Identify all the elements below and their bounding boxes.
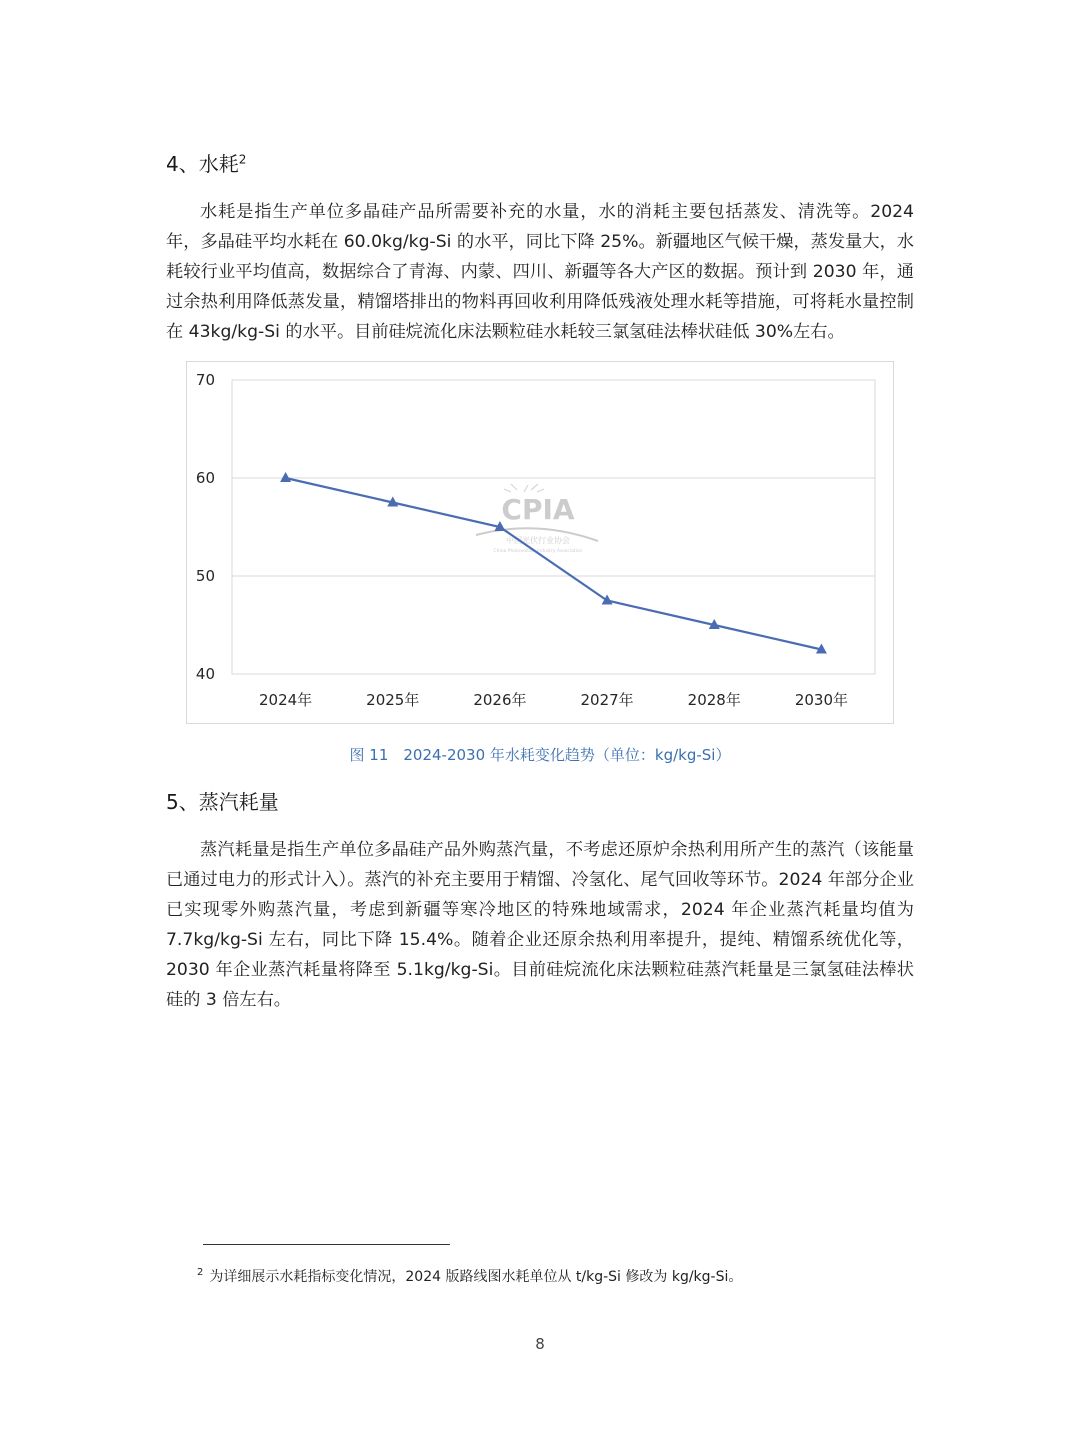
water-consumption-chart bbox=[186, 361, 894, 724]
watermark-logo-text: CPIA bbox=[501, 493, 575, 526]
page-number: 8 bbox=[535, 1335, 545, 1353]
section-5-paragraph: 蒸汽耗量是指生产单位多晶硅产品外购蒸汽量，不考虑还原炉余热利用所产生的蒸汽（该能量已通过电力的形式计入）。蒸汽的补充主要用于精馏、冷氢化、尾气回收等环节。2024 年部分企业已实现零外购蒸汽量，考虑到新疆等寒冷地区的特殊地域需求，2024 年企业蒸汽耗量均值为 7.7kg/kg-Si 左右，同比下降 15.4%。随着企业还原余热利用率提升，提纯、精馏系统优化等，2030 年企业蒸汽耗量将降至 5.1kg/kg-Si。目前硅烷流化床法颗粒硅蒸汽耗量是三氯氢硅法棒状硅的 3 倍左右。 bbox=[166, 840, 914, 1010]
watermark-subtitle: 中国光伏行业协会 bbox=[506, 536, 570, 545]
x-tick-label: 2024年 bbox=[258, 691, 313, 709]
footnote-separator bbox=[203, 1244, 450, 1245]
section-4-heading bbox=[166, 148, 246, 177]
section-4-heading-text: 4、水耗 bbox=[166, 152, 239, 176]
y-tick-label: 60 bbox=[195, 469, 215, 487]
section-4-paragraph: 水耗是指生产单位多晶硅产品所需要补充的水量，水的消耗主要包括蒸发、清洗等。2024年，多晶硅平均水耗在 60.0kg/kg-Si 的水平，同比下降 25%。新疆地区气候干燥，蒸发量大，水耗较行业平均值高，数据综合了青海、内蒙、四川、新疆等各大产区的数据。预计到 2030 年，通过余热利用降低蒸发量，精馏塔排出的物料再回收利用降低残液处理水耗等措施，可将耗水量控制在 43kg/kg-Si 的水平。目前硅烷流化床法颗粒硅水耗较三氯氢硅法棒状硅低 30%左右。 bbox=[166, 202, 914, 342]
x-tick-label: 2027年 bbox=[580, 691, 634, 709]
x-tick-label: 2028年 bbox=[687, 691, 741, 709]
footnote bbox=[197, 1266, 742, 1286]
x-tick-label: 2025年 bbox=[366, 691, 420, 709]
footnote-text: 为详细展示水耗指标变化情况，2024 版路线图水耗单位从 t/kg-Si 修改为 kg/kg-Si。 bbox=[209, 1269, 743, 1285]
watermark-subtitle-en: China Photovoltaic Industry Association bbox=[493, 549, 583, 554]
section-5-heading: 5、蒸汽耗量 bbox=[166, 790, 279, 814]
y-tick-label: 70 bbox=[195, 371, 215, 389]
y-tick-label: 40 bbox=[195, 665, 215, 683]
x-tick-label: 2026年 bbox=[473, 691, 527, 709]
y-tick-label: 50 bbox=[195, 567, 215, 585]
footnote-marker: 2 bbox=[197, 1267, 204, 1279]
x-tick-label: 2030年 bbox=[794, 691, 849, 709]
figure-caption: 图 11 2024-2030 年水耗变化趋势（单位：kg/kg-Si） bbox=[349, 746, 731, 764]
footnote-reference[interactable]: 2 bbox=[238, 152, 247, 167]
